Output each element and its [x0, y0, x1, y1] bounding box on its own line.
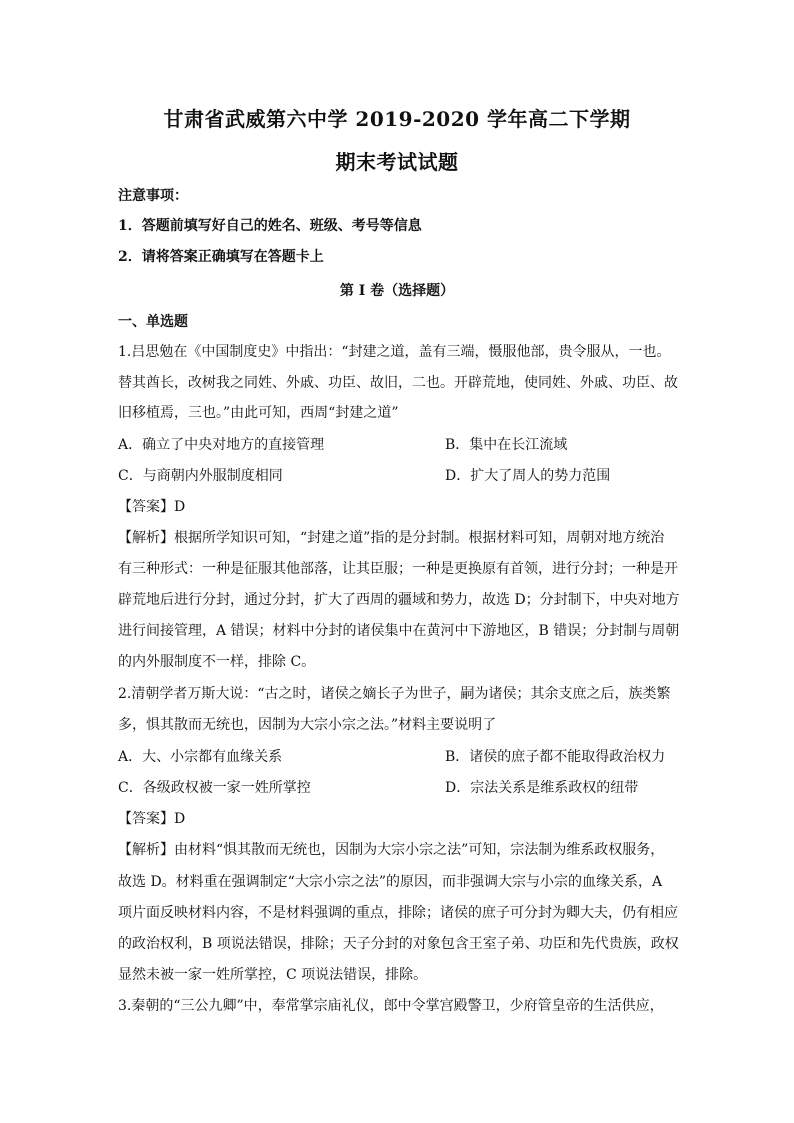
q3-stem-line-1: 3.秦朝的“三公九卿”中，奉常掌宗庙礼仪，郎中令掌宫殿警卫，少府管皇帝的生活供应， [118, 998, 664, 1014]
section-title: 第 I 卷（选择题） [339, 283, 455, 299]
q1-option-d: D．扩大了周人的势力范围 [445, 468, 611, 484]
q1-option-c: C．与商朝内外服制度相同 [118, 468, 283, 484]
q1-analysis-line-5: 的内外服制度不一样，排除 C。 [118, 654, 316, 670]
q2-option-c: C．各级政权被一家一姓所掌控 [118, 780, 311, 796]
q2-analysis-line-4: 的政治权利，B 项说法错误，排除；天子分封的对象包含王室子弟、功臣和先代贵族，政权 [118, 936, 679, 952]
q2-option-b: B．诸侯的庶子都不能取得政治权力 [445, 749, 666, 765]
q1-option-a: A．确立了中央对地方的直接管理 [118, 437, 325, 453]
q1-option-b: B．集中在长江流域 [445, 437, 568, 453]
q2-option-d: D．宗法关系是维系政权的纽带 [445, 780, 639, 796]
q2-stem-line-2: 多，惧其散而无统也，因制为大宗小宗之法。”材料主要说明了 [118, 717, 497, 733]
part-title: 一、单选题 [118, 314, 188, 330]
q2-answer: 【答案】D [118, 811, 186, 827]
q2-analysis-line-3: 项片面反映材料内容，不是材料强调的重点，排除；诸侯的庶子可分封为卿大夫，仍有相应 [118, 905, 678, 921]
q2-analysis-line-2: 故选 D。材料重在强调制定“大宗小宗之法”的原因，而非强调大宗与小宗的血缘关系，A [118, 874, 663, 890]
q1-stem-line-3: 旧移植焉，三也。”由此可知，西周“封建之道” [118, 405, 399, 421]
exam-title-line1: 甘肃省武威第六中学 2019-2020 学年高二下学期 [163, 107, 631, 131]
q2-stem-line-1: 2.清朝学者万斯大说：“古之时，诸侯之嫡长子为世子，嗣为诸侯；其余支庶之后，族类繁 [118, 686, 671, 702]
q1-analysis-line-4: 进行间接管理，A 错误；材料中分封的诸侯集中在黄河中下游地区，B 错误；分封制与周朝 [118, 623, 680, 639]
q1-analysis-line-2: 有三种形式：一种是征服其他部落，让其臣服；一种是更换原有首领，进行分封；一种是开 [118, 561, 678, 577]
exam-title-line2: 期末考试试题 [335, 150, 459, 174]
q1-stem-line-1: 1.吕思勉在《中国制度史》中指出：“封建之道，盖有三端，慑服他部，贵令服从，一也。 [118, 344, 671, 360]
note-item-1: 1．答题前填写好自己的姓名、班级、考号等信息 [118, 218, 422, 234]
q2-option-a: A．大、小宗都有血缘关系 [118, 749, 283, 765]
q1-analysis-line-1: 【解析】根据所学知识可知，“封建之道”指的是分封制。根据材料可知，周朝对地方统治 [118, 530, 665, 546]
q2-analysis-line-1: 【解析】由材料“惧其散而无统也，因制为大宗小宗之法”可知，宗法制为维系政权服务， [118, 842, 665, 858]
q1-stem-line-2: 替其酋长，改树我之同姓、外戚、功臣、故旧，二也。开辟荒地，使同姓、外戚、功臣、故 [118, 375, 678, 391]
note-item-2: 2．请将答案正确填写在答题卡上 [118, 249, 324, 265]
q2-analysis-line-5: 显然未被一家一姓所掌控，C 项说法错误，排除。 [118, 967, 428, 983]
q1-answer: 【答案】D [118, 499, 186, 515]
notes-heading: 注意事项： [118, 188, 188, 204]
q1-analysis-line-3: 辟荒地后进行分封，通过分封，扩大了西周的疆域和势力，故选 D；分封制下，中央对地方 [118, 592, 680, 608]
